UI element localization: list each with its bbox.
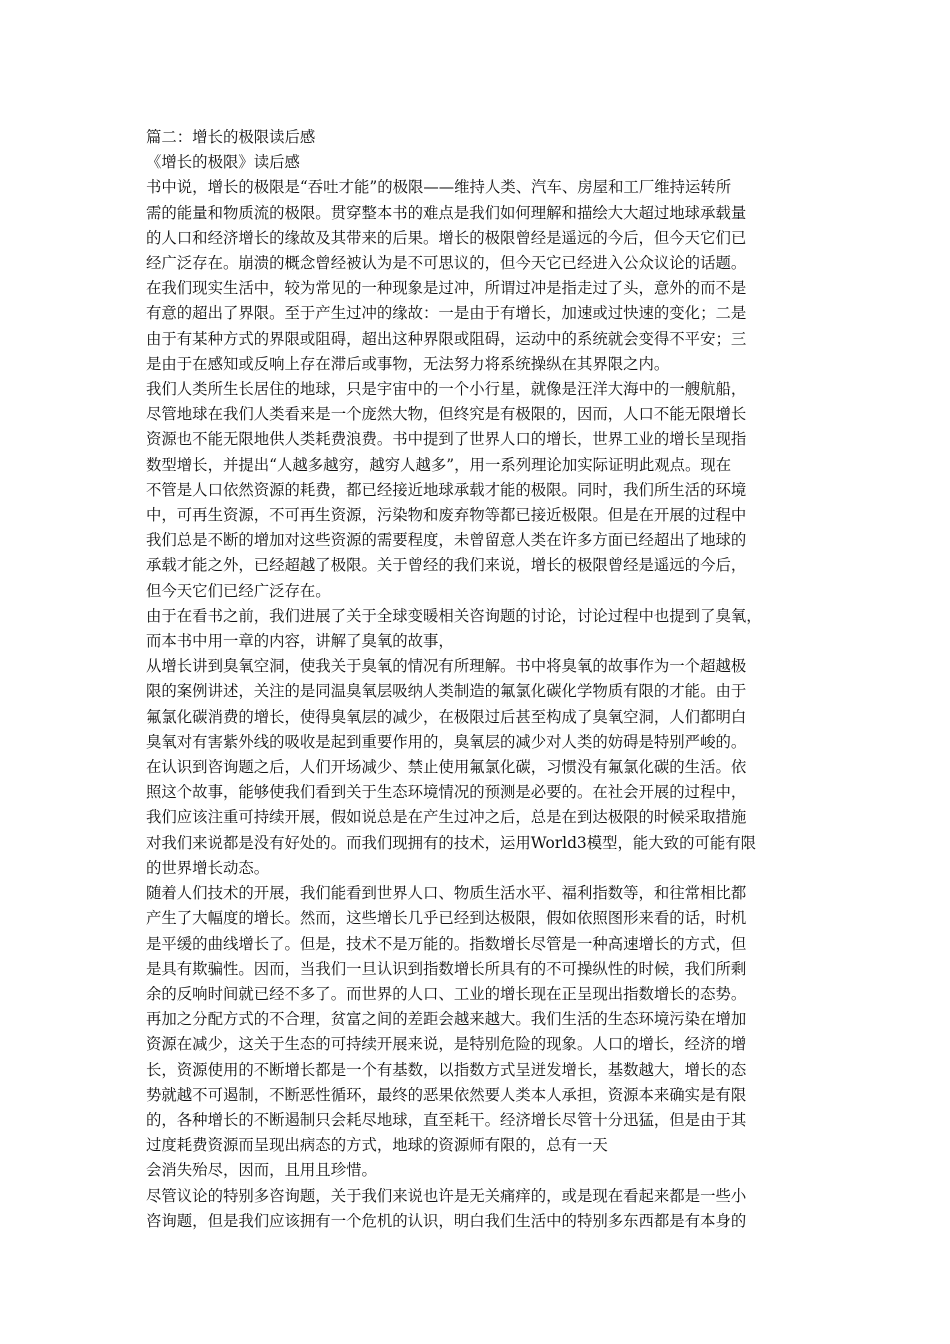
text-line: 承载才能之外，已经超越了极限。关于曾经的我们来说，增长的极限曾经是遥远的今后，: [146, 556, 747, 575]
text-line: 但今天它们已经广泛存在。: [146, 581, 331, 600]
text-line: 经广泛存在。崩溃的概念曾经被认为是不可思议的，但今天它已经进入公众议论的话题。: [146, 254, 747, 273]
document-body: [146, 125, 818, 1234]
text-line: 而本书中用一章的内容，讲解了臭氧的故事，: [146, 632, 454, 651]
text-line: 再加之分配方式的不合理，贫富之间的差距会越来越大。我们生活的生态环境污染在增加: [146, 1010, 747, 1029]
text-line: 资源在减少，这关于生态的可持续开展来说，是特别危险的现象。人口的增长，经济的增: [146, 1035, 747, 1054]
document-heading: 篇二：增长的极限读后感: [146, 128, 316, 146]
text-line: 的世界增长动态。: [146, 858, 270, 877]
text-line: 余的反响时间就已经不多了。而世界的人口、工业的增长现在正呈现出指数增长的态势。: [146, 984, 747, 1003]
text-line: 势就越不可遏制，不断恶性循环，最终的恶果依然要人类本人承担，资源本来确实是有限: [146, 1085, 747, 1104]
text-line: 在我们现实生活中，较为常见的一种现象是过冲，所谓过冲是指走过了头，意外的而不是: [146, 279, 747, 298]
text-line: 是平缓的曲线增长了。但是，技术不是万能的。指数增长尽管是一种高速增长的方式，但: [146, 934, 747, 953]
document-subtitle: 《增长的极限》读后感: [146, 153, 300, 172]
text-line: 我们总是不断的增加对这些资源的需要程度，未曾留意人类在许多方面已经超出了地球的: [146, 531, 747, 550]
text-line: 尽管议论的特别多咨询题，关于我们来说也许是无关痛痒的，或是现在看起来都是一些小: [146, 1186, 747, 1205]
text-line: 由于在看书之前，我们进展了关于全球变暖相关咨询题的讨论，讨论过程中也提到了臭氧，: [146, 606, 762, 625]
text-line: 需的能量和物质流的极限。贯穿整本书的难点是我们如何理解和描绘大大超过地球承载量: [146, 203, 747, 222]
text-line: 的，各种增长的不断遏制只会耗尽地球，直至耗干。经济增长尽管十分迅猛，但是由于其: [146, 1110, 747, 1129]
text-line: 会消失殆尽，因而，且用且珍惜。: [146, 1161, 377, 1180]
text-line: 在认识到咨询题之后，人们开场减少、禁止使用氟氯化碳，习惯没有氟氯化碳的生活。依: [146, 758, 747, 777]
text-line: 长，资源使用的不断增长都是一个有基数，以指数方式呈迸发增长，基数越大，增长的态: [146, 1060, 747, 1079]
text-line: 照这个故事，能够使我们看到关于生态环境情况的预测是必要的。在社会开展的过程中，: [146, 783, 747, 802]
text-line: 不管是人口依然资源的耗费，都已经接近地球承载才能的极限。同时，我们所生活的环境: [146, 480, 747, 499]
text-line: 是由于在感知或反响上存在滞后或事物，无法努力将系统操纵在其界限之内。: [146, 354, 670, 373]
text-line: 限的案例讲述，关注的是同温臭氧层吸纳人类制造的氟氯化碳化学物质有限的才能。由于: [146, 682, 747, 701]
text-line: 有意的超出了界限。至于产生过冲的缘故：一是由于有增长，加速或过快速的变化；二是: [146, 304, 747, 323]
text-line: 臭氧对有害紫外线的吸收是起到重要作用的，臭氧层的减少对人类的妨碍是特别严峻的。: [146, 732, 747, 751]
text-line: 对我们来说都是没有好处的。而我们现拥有的技术，运用World3模型，能大致的可能有限: [146, 833, 757, 852]
text-line: 产生了大幅度的增长。然而，这些增长几乎已经到达极限，假如依照图形来看的话，时机: [146, 909, 747, 928]
text-line: 咨询题，但是我们应该拥有一个危机的认识，明白我们生活中的特别多东西都是有本身的: [146, 1211, 747, 1230]
text-line: 从增长讲到臭氧空洞，使我关于臭氧的情况有所理解。书中将臭氧的故事作为一个超越极: [146, 657, 747, 676]
text-line: 由于有某种方式的界限或阻碍，超出这种界限或阻碍，运动中的系统就会变得不平安；三: [146, 329, 747, 348]
text-line: 我们应该注重可持续开展，假如说总是在产生过冲之后，总是在到达极限的时候采取措施: [146, 808, 747, 827]
text-line: 尽管地球在我们人类看来是一个庞然大物，但终究是有极限的，因而，人口不能无限增长: [146, 405, 747, 424]
text-line: 我们人类所生长居住的地球，只是宇宙中的一个小行星，就像是汪洋大海中的一艘航船，: [146, 380, 747, 399]
text-line: 资源也不能无限地供人类耗费浪费。书中提到了世界人口的增长，世界工业的增长呈现指: [146, 430, 747, 449]
text-line: 中，可再生资源，不可再生资源，污染物和废弃物等都已接近极限。但是在开展的过程中: [146, 506, 747, 525]
text-line: 氟氯化碳消费的增长，使得臭氧层的减少，在极限过后甚至构成了臭氧空洞，人们都明白: [146, 707, 747, 726]
text-line: 书中说，增长的极限是“吞吐才能”的极限——维持人类、汽车、房屋和工厂维持运转所: [146, 178, 732, 197]
text-line: 是具有欺骗性。因而，当我们一旦认识到指数增长所具有的不可操纵性的时候，我们所剩: [146, 959, 747, 978]
text-line: 数型增长，并提出“人越多越穷，越穷人越多”，用一系列理论加实际证明此观点。现在: [146, 455, 732, 474]
text-line: 的人口和经济增长的缘故及其带来的后果。增长的极限曾经是遥远的今后，但今天它们已: [146, 228, 747, 247]
text-line: 过度耗费资源而呈现出病态的方式，地球的资源师有限的，总有一天: [146, 1136, 608, 1155]
text-line: 随着人们技术的开展，我们能看到世界人口、物质生活水平、福利指数等，和往常相比都: [146, 884, 747, 903]
